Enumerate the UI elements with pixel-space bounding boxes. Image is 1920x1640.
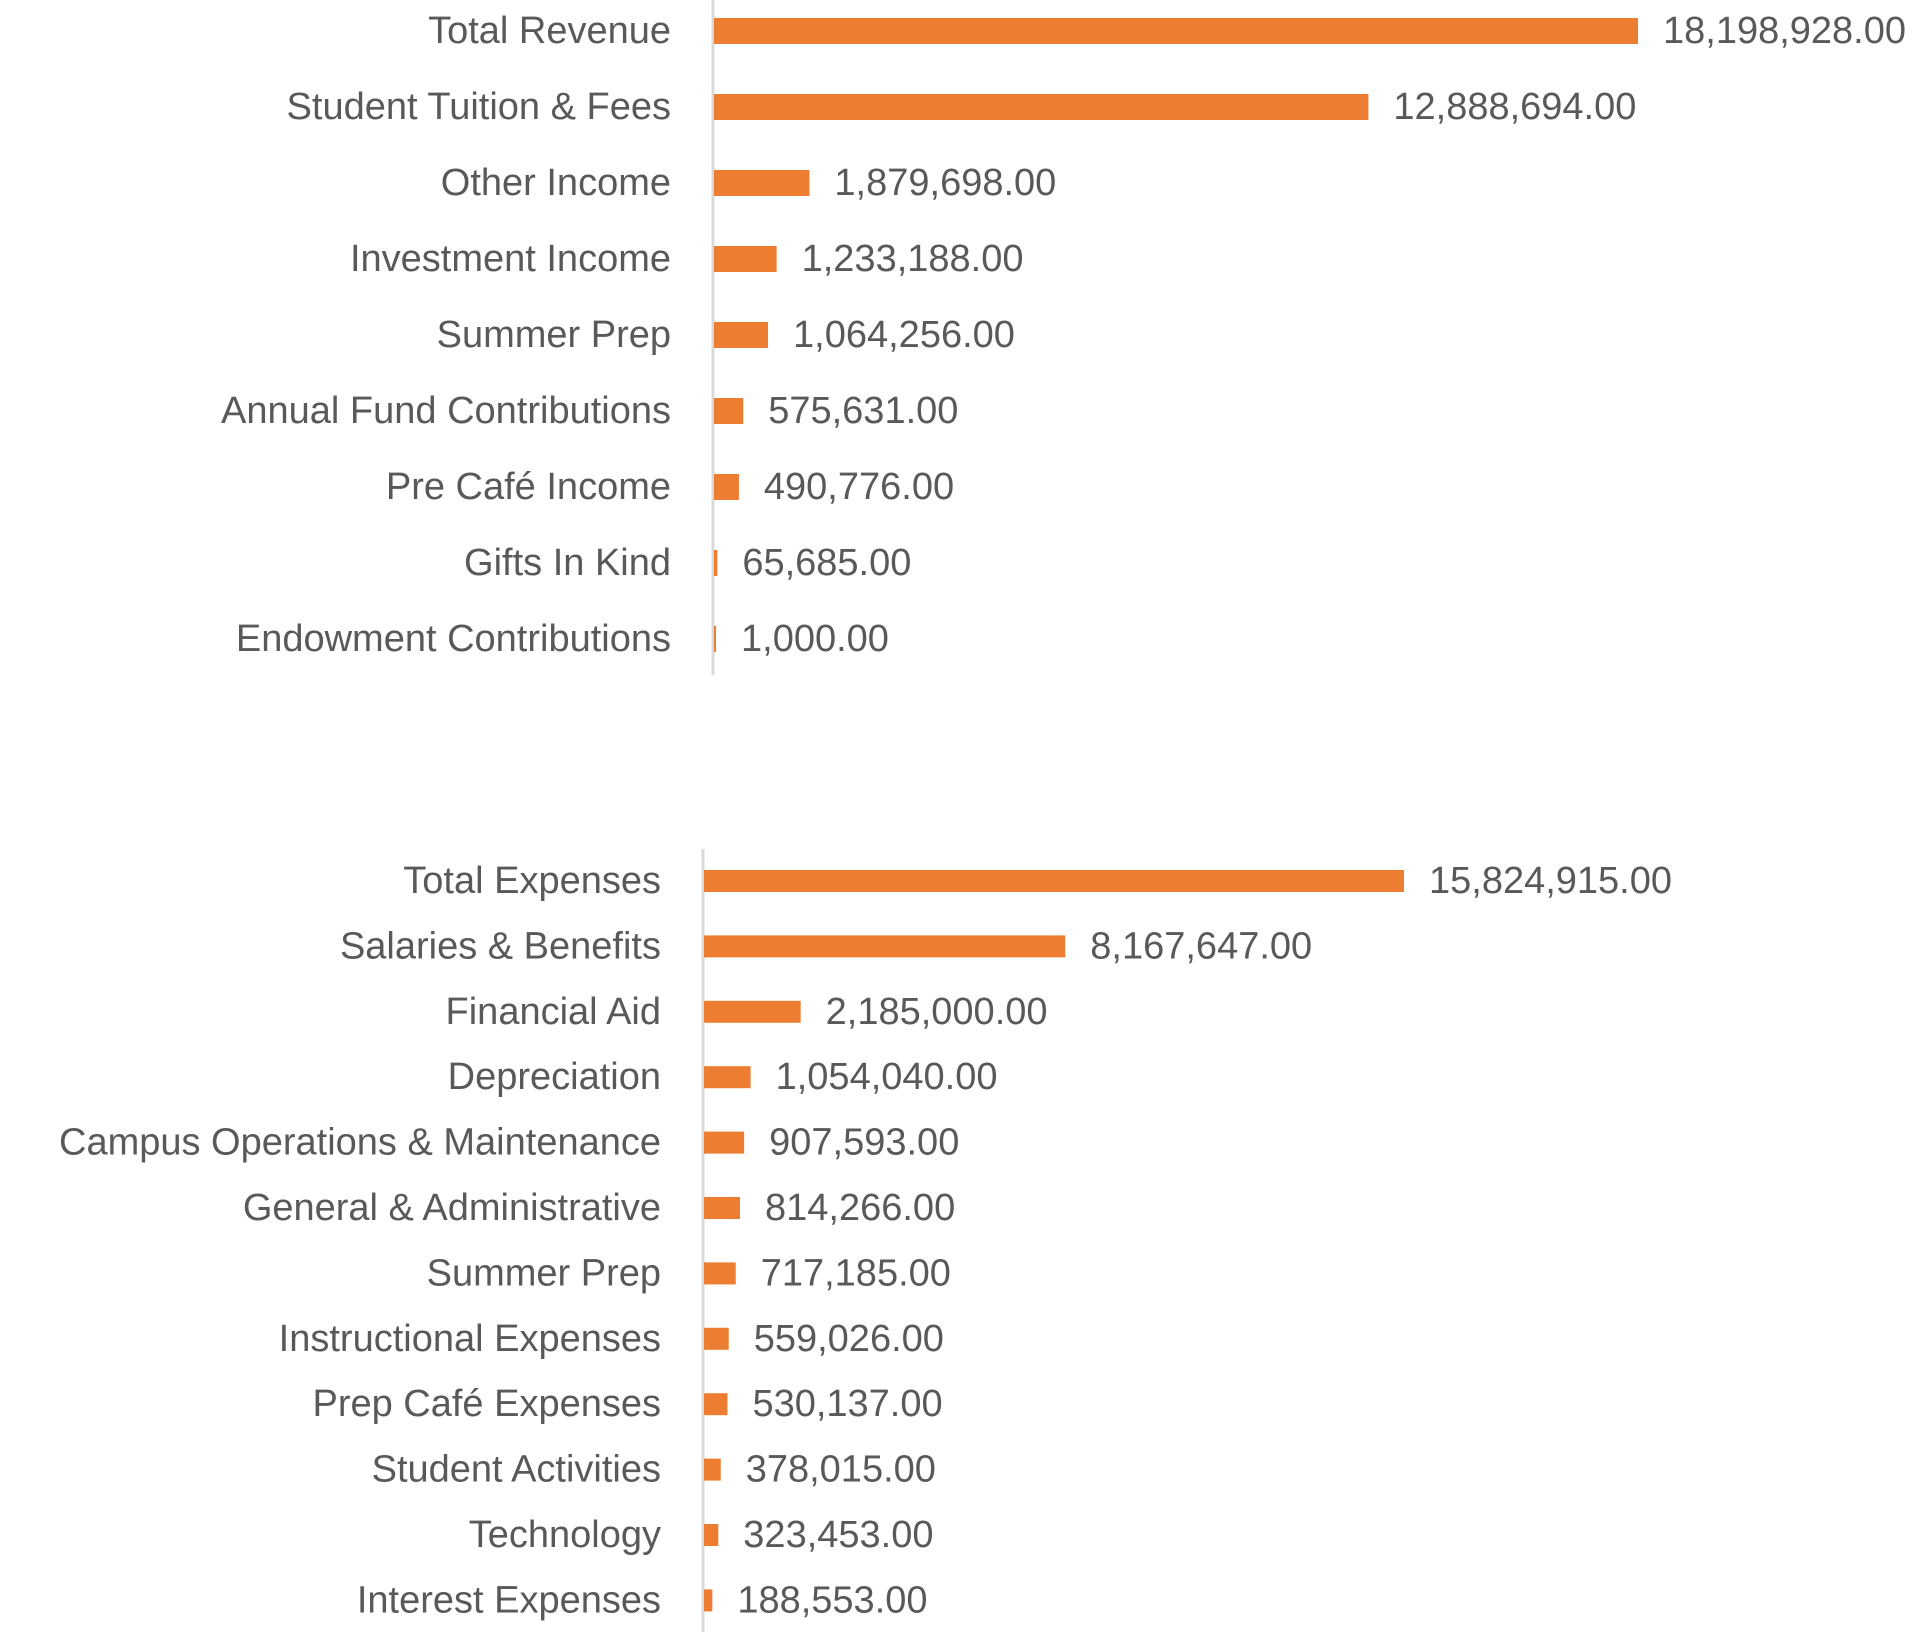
revenue-category-label: Investment Income (349, 238, 671, 280)
expenses-category-label: Total Expenses (403, 860, 661, 902)
revenue-bar (714, 170, 809, 196)
revenue-bar (714, 246, 777, 272)
expenses-category-label: Student Activities (371, 1448, 661, 1491)
expenses-category-label: Salaries & Benefits (339, 925, 661, 968)
expenses-value-label: 717,185.00 (760, 1252, 951, 1295)
revenue-bar (714, 94, 1368, 120)
expenses-value-label: 15,824,915.00 (1429, 860, 1673, 902)
revenue-value-label: 65,685.00 (742, 542, 912, 584)
expenses-bar (704, 1524, 718, 1546)
expenses-bar (704, 935, 1065, 957)
revenue-bar (714, 18, 1638, 44)
expenses-value-label: 323,453.00 (743, 1514, 934, 1556)
expenses-bar (704, 1066, 751, 1088)
expenses-value-label: 8,167,647.00 (1090, 925, 1313, 968)
revenue-value-label: 12,888,694.00 (1393, 86, 1637, 128)
expenses-bar (704, 1459, 721, 1481)
revenue-chart (221, 0, 1906, 675)
expenses-bar (704, 1393, 727, 1415)
revenue-category-label: Annual Fund Contributions (221, 390, 671, 432)
revenue-value-label: 575,631.00 (768, 390, 959, 432)
revenue-category-label: Pre Café Income (385, 466, 671, 508)
revenue-bar (714, 550, 717, 576)
expenses-value-label: 559,026.00 (753, 1317, 944, 1360)
revenue-category-label: Student Tuition & Fees (286, 86, 671, 128)
expenses-category-label: Instructional Expenses (278, 1317, 661, 1360)
revenue-value-label: 18,198,928.00 (1663, 10, 1907, 52)
revenue-bar (714, 322, 768, 348)
revenue-value-label: 490,776.00 (763, 466, 955, 508)
expenses-bar (704, 1589, 712, 1611)
expenses-value-label: 2,185,000.00 (825, 990, 1048, 1033)
revenue-bar (714, 398, 743, 424)
expenses-bar (704, 870, 1404, 892)
revenue-category-label: Total Revenue (428, 10, 671, 52)
expenses-category-label: Campus Operations & Maintenance (59, 1121, 661, 1164)
expenses-category-label: Prep Café Expenses (312, 1383, 661, 1426)
revenue-value-label: 1,233,188.00 (801, 238, 1024, 280)
expenses-category-label: Financial Aid (445, 990, 661, 1033)
expenses-bar (704, 1262, 736, 1284)
revenue-value-label: 1,000.00 (741, 618, 889, 660)
expenses-bar (704, 1001, 801, 1023)
revenue-category-label: Gifts In Kind (464, 542, 671, 584)
expenses-chart (59, 849, 1672, 1632)
expenses-value-label: 188,553.00 (737, 1579, 928, 1622)
expenses-value-label: 907,593.00 (769, 1121, 960, 1164)
expenses-category-label: Depreciation (447, 1056, 661, 1099)
expenses-value-label: 378,015.00 (745, 1448, 936, 1491)
revenue-value-label: 1,064,256.00 (793, 314, 1015, 356)
expenses-value-label: 530,137.00 (752, 1383, 943, 1426)
expenses-bar (704, 1197, 740, 1219)
expenses-category-label: Summer Prep (426, 1252, 661, 1295)
expenses-bar (704, 1132, 744, 1154)
expenses-value-label: 814,266.00 (765, 1187, 956, 1229)
expenses-bar (704, 1328, 729, 1350)
expenses-category-label: Technology (468, 1514, 661, 1556)
expenses-category-label: General & Administrative (242, 1187, 661, 1229)
expenses-category-label: Interest Expenses (356, 1579, 661, 1622)
expenses-value-label: 1,054,040.00 (775, 1056, 998, 1099)
revenue-category-label: Other Income (440, 162, 671, 204)
revenue-value-label: 1,879,698.00 (834, 162, 1057, 204)
revenue-category-label: Endowment Contributions (235, 618, 671, 660)
revenue-bar (714, 626, 716, 652)
revenue-bar (714, 474, 739, 500)
revenue-category-label: Summer Prep (436, 314, 671, 356)
